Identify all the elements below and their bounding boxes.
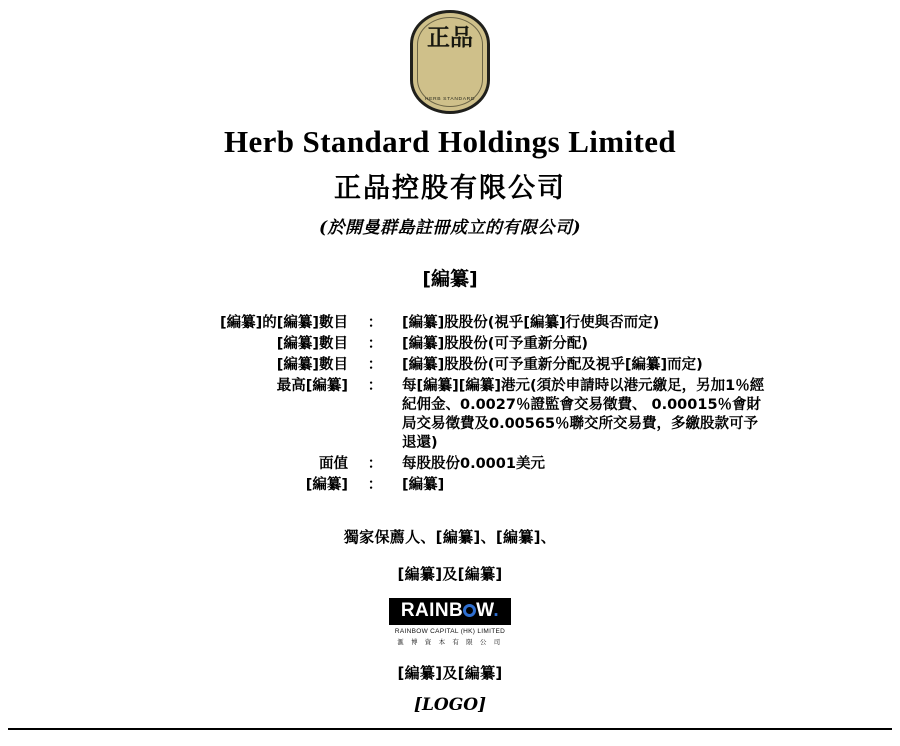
sponsor-roles-line-2: [編纂]及[編纂] bbox=[397, 565, 503, 583]
term-value: [編纂] bbox=[402, 477, 445, 493]
term-label: [編纂]的[編纂]數目 bbox=[219, 315, 348, 331]
rainbow-legal-name-en: RAINBOW CAPITAL (HK) LIMITED bbox=[394, 628, 506, 635]
rainbow-wordmark bbox=[389, 598, 511, 625]
table-row bbox=[130, 313, 770, 334]
incorporation-note: (於開曼群島註冊成立的有限公司) bbox=[318, 218, 582, 238]
table-row bbox=[130, 454, 770, 475]
term-colon: ： bbox=[367, 357, 383, 373]
offering-terms-body bbox=[130, 313, 770, 496]
term-colon: ： bbox=[367, 378, 383, 394]
term-value: 每股股份0.0001美元 bbox=[402, 456, 545, 472]
rainbow-wordmark-tail: W bbox=[476, 600, 494, 621]
term-colon: ： bbox=[367, 336, 383, 352]
rainbow-capital-logo bbox=[0, 598, 900, 646]
term-label: 面值 bbox=[319, 456, 348, 472]
company-logo bbox=[406, 8, 494, 118]
table-row bbox=[130, 376, 770, 454]
rainbow-wordmark-dot: . bbox=[493, 600, 500, 621]
ring-o-icon bbox=[463, 604, 476, 617]
seal-en-top: HERB bbox=[424, 96, 442, 102]
logo-placeholder: [LOGO] bbox=[413, 695, 487, 715]
term-value: [編纂]股股份(視乎[編纂]行使與否而定) bbox=[402, 315, 660, 331]
term-label: [編纂] bbox=[305, 477, 348, 493]
sponsor-roles-line-3: [編纂]及[編纂] bbox=[397, 664, 503, 682]
rainbow-legal-name-cn: 滙 博 資 本 有 限 公 司 bbox=[397, 638, 503, 646]
term-colon: ： bbox=[367, 456, 383, 472]
offering-terms-table bbox=[130, 313, 770, 496]
term-value: [編纂]股股份(可予重新分配) bbox=[402, 336, 589, 352]
term-value: 每[編纂][編纂]港元(須於申請時以港元繳足，另加1％經紀佣金、0.0027％證監會交易徵費、 0.00015％會財局交易徵費及0.00565％聯交所交易費，多繳股款可予退還) bbox=[402, 378, 765, 451]
term-label: [編纂]數目 bbox=[276, 336, 348, 352]
seal-en-bottom: STANDARD bbox=[443, 96, 476, 102]
sponsor-roles-line-1: 獨家保薦人、[編纂]、[編纂]、 bbox=[343, 528, 557, 546]
seal-icon bbox=[410, 10, 490, 114]
table-row bbox=[130, 475, 770, 496]
bottom-divider bbox=[8, 728, 892, 730]
table-row bbox=[130, 355, 770, 376]
term-colon: ： bbox=[367, 315, 383, 331]
term-value: [編纂]股股份(可予重新分配及視乎[編纂]而定) bbox=[402, 357, 703, 373]
term-colon: ： bbox=[367, 477, 383, 493]
company-logo-wrap bbox=[0, 0, 900, 118]
term-label: 最高[編纂] bbox=[276, 378, 348, 394]
company-name-chinese: 正品控股有限公司 bbox=[334, 173, 566, 204]
table-row bbox=[130, 334, 770, 355]
page-title: [編纂] bbox=[422, 268, 478, 290]
seal-english-text bbox=[413, 96, 487, 101]
company-name-english: Herb Standard Holdings Limited bbox=[223, 124, 677, 159]
rainbow-wordmark-text: RAINB bbox=[400, 600, 464, 621]
seal-chars: 正品 bbox=[427, 24, 473, 51]
term-label: [編纂]數目 bbox=[276, 357, 348, 373]
